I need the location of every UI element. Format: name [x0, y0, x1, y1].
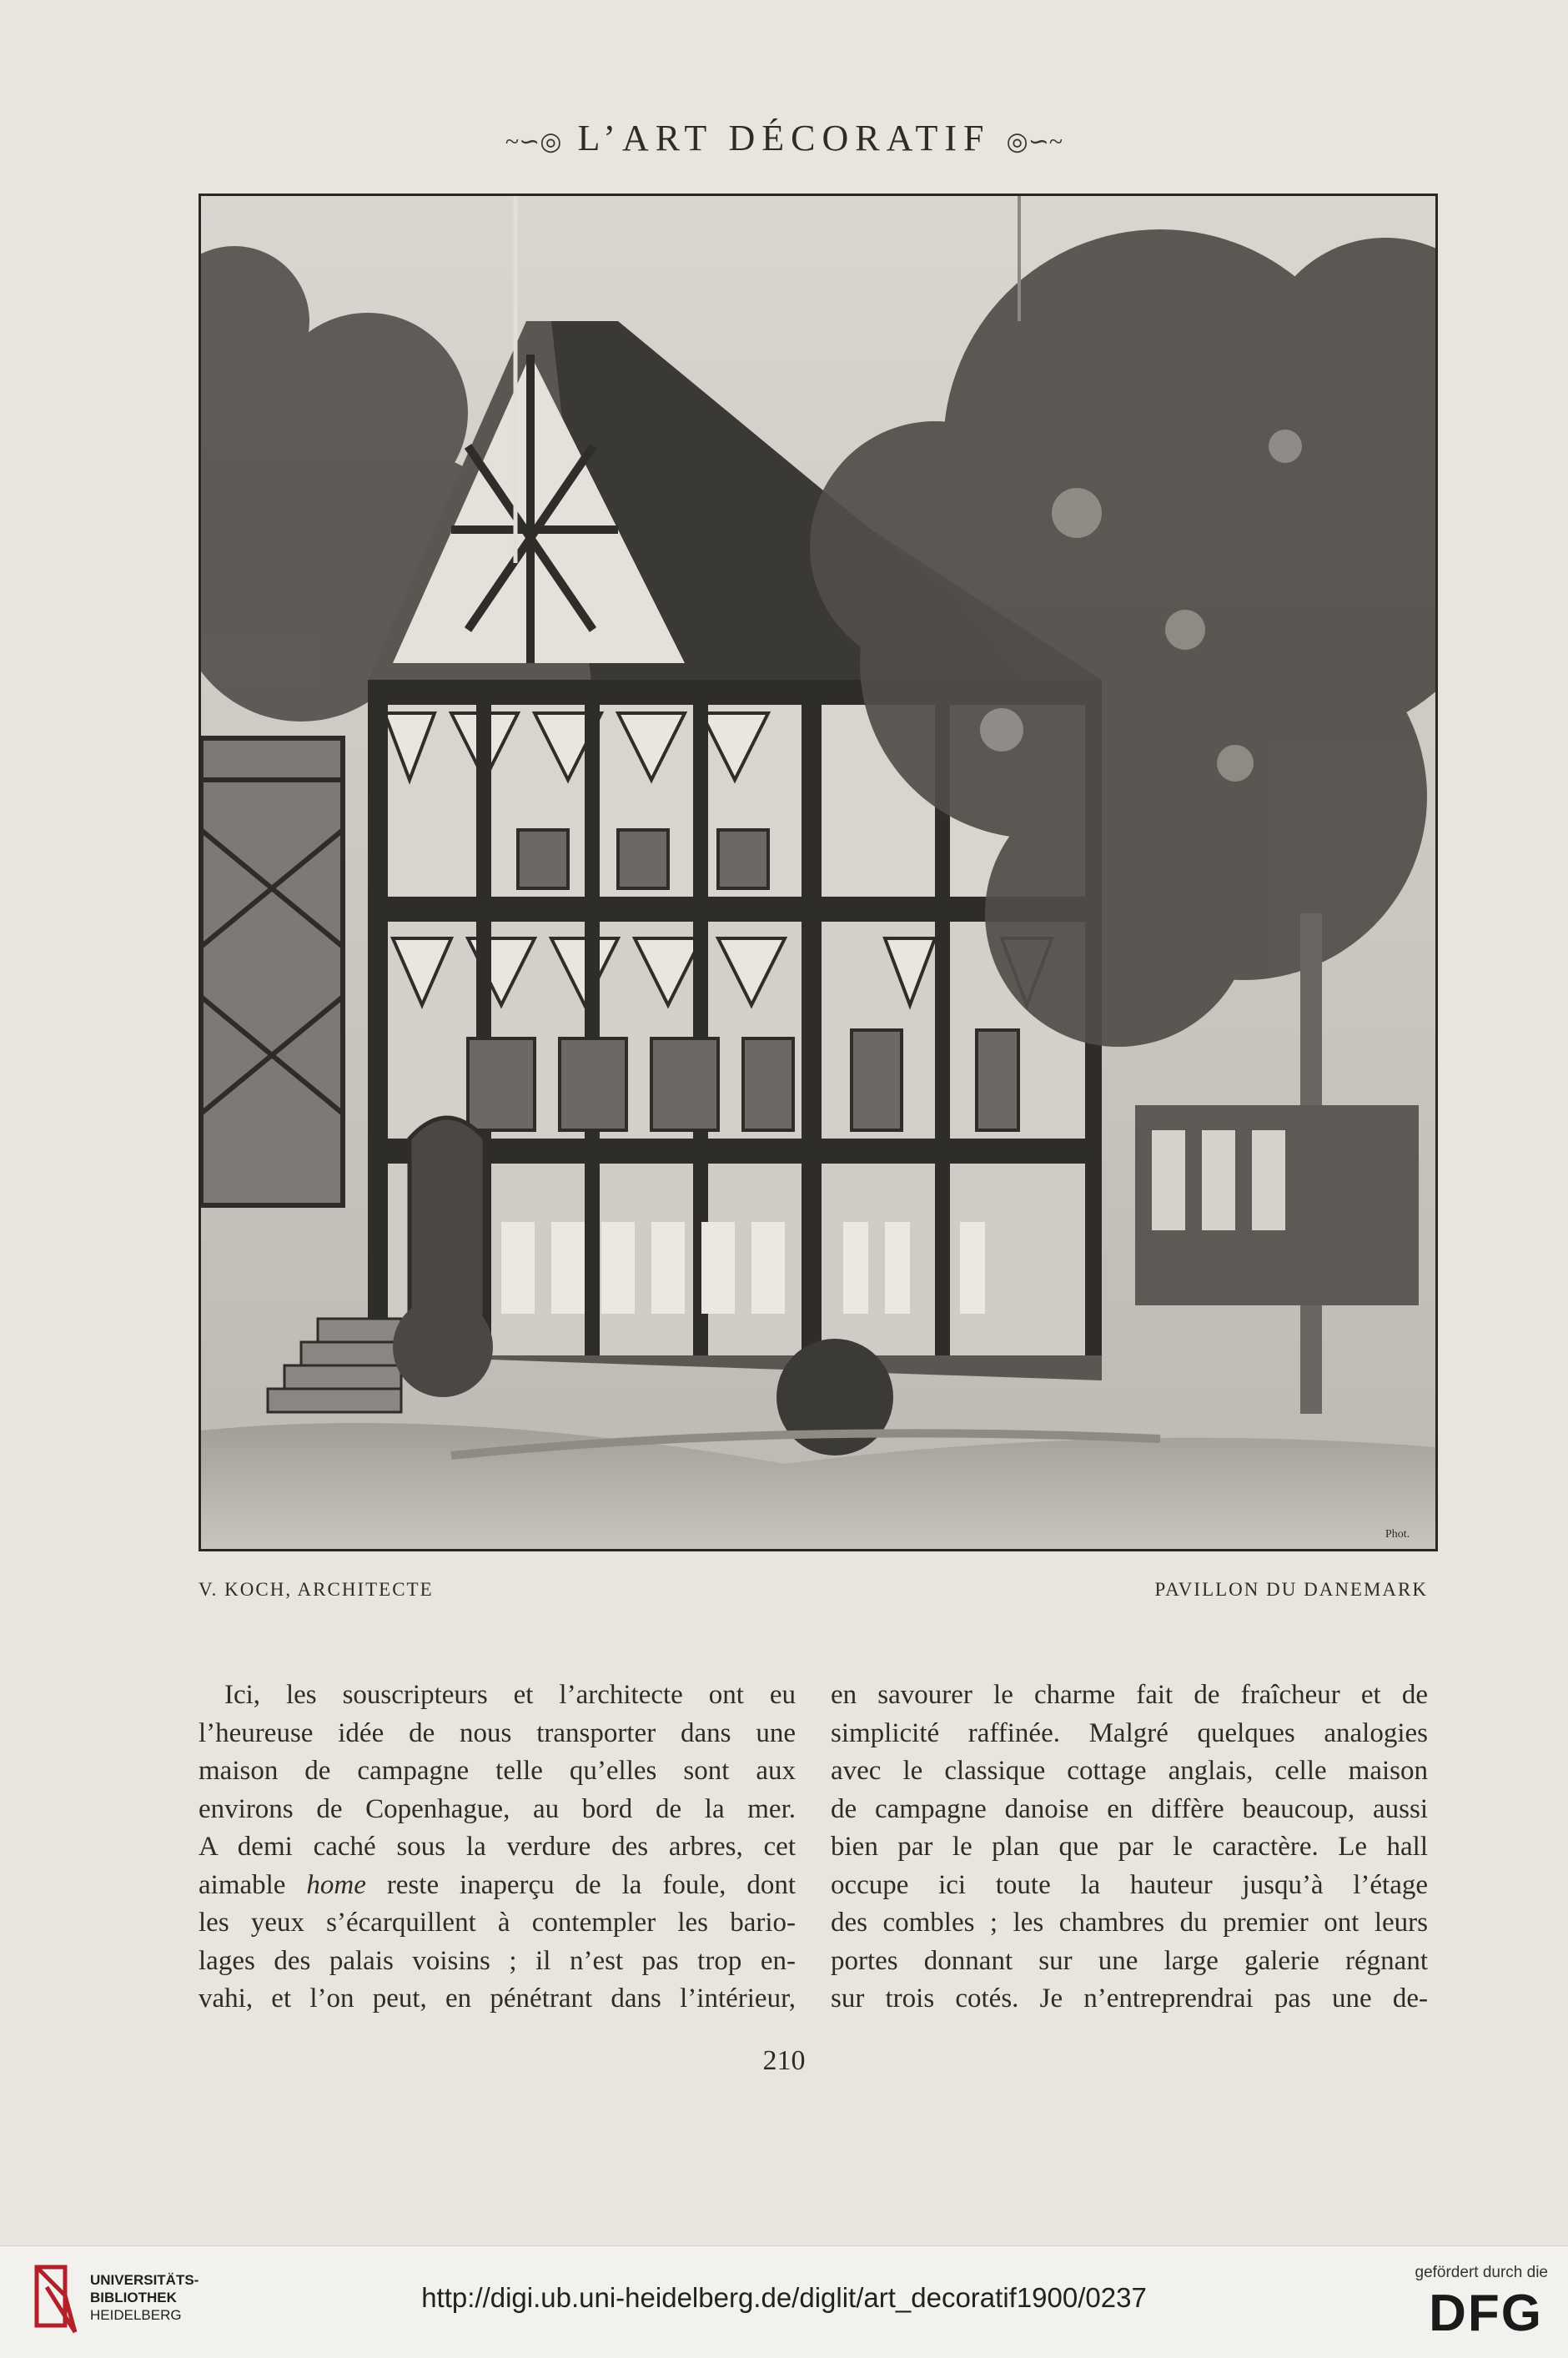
text-line: sur trois cotés. Je n’entreprendrai pas une de-	[831, 1983, 1428, 2014]
funding-label: gefördert durch die	[1415, 2264, 1548, 2281]
caption-architect: V. KOCH, ARCHITECTE	[199, 1579, 434, 1600]
text-line: environs de Copenhague, au bord de la mer.	[199, 1793, 796, 1824]
text-line: en savourer le charme fait de fraîcheur et de	[831, 1680, 1428, 1710]
permalink-url[interactable]: http://digi.ub.uni-heidelberg.de/diglit/art_decoratif1900/0237	[421, 2282, 1147, 2313]
text-line: occupe ici toute la hauteur jusqu’à l’étage	[831, 1869, 1428, 1900]
text-line: l’heureuse idée de nous transporter dans une	[199, 1717, 796, 1748]
text-line: vahi, et l’on peut, en pénétrant dans l’intérieur,	[199, 1983, 796, 2014]
library-name-line: BIBLIOTHEK	[90, 2290, 177, 2305]
text-line: Ici, les souscripteurs et l’architecte ont eu	[224, 1680, 796, 1710]
photograph-pavilion	[199, 194, 1438, 1551]
photographer-mark: Phot.	[1385, 1528, 1410, 1541]
text-line: maison de campagne telle qu’elles sont aux	[199, 1756, 796, 1786]
ornament-right-icon: ◎∽~	[1006, 128, 1063, 156]
dfg-logo[interactable]: DFG	[1429, 2285, 1543, 2342]
ornament-left-icon: ~∽◎	[505, 128, 562, 156]
text-line: portes donnant sur une large galerie régnant	[831, 1945, 1428, 1976]
library-name-line: HEIDELBERG	[90, 2307, 182, 2323]
text-line: de campagne danoise en diffère beaucoup, aussi	[831, 1793, 1428, 1824]
running-header	[0, 117, 1568, 159]
text-line: bien par le plan que par le caractère. Le hall	[831, 1832, 1428, 1862]
text-fragment: aimable	[199, 1869, 286, 1900]
text-line: lages des palais voisins ; il n’est pas trop en-	[199, 1945, 796, 1976]
text-line: les yeux s’écarquillent à contempler les bario-	[199, 1908, 796, 1938]
text-line: simplicité raffinée. Malgré quelques analogies	[831, 1717, 1428, 1748]
journal-title: L’ART DÉCORATIF	[577, 118, 991, 158]
page-number: 210	[762, 2045, 806, 2076]
text-line: A demi caché sous la verdure des arbres, cet	[199, 1832, 796, 1862]
text-column-right	[831, 1677, 1428, 2019]
text-column-left	[199, 1677, 796, 2019]
text-line: des combles ; les chambres du premier ont leurs	[831, 1908, 1428, 1938]
italic-word: home	[306, 1869, 366, 1900]
text-line: avec le classique cottage anglais, celle maison	[831, 1756, 1428, 1786]
text-line	[199, 1867, 796, 1905]
library-name-line: UNIVERSITÄTS-	[90, 2272, 199, 2288]
caption-pavilion: PAVILLON DU DANEMARK	[1154, 1579, 1428, 1600]
text-fragment: reste inaperçu de la foule, dont	[386, 1869, 797, 1900]
